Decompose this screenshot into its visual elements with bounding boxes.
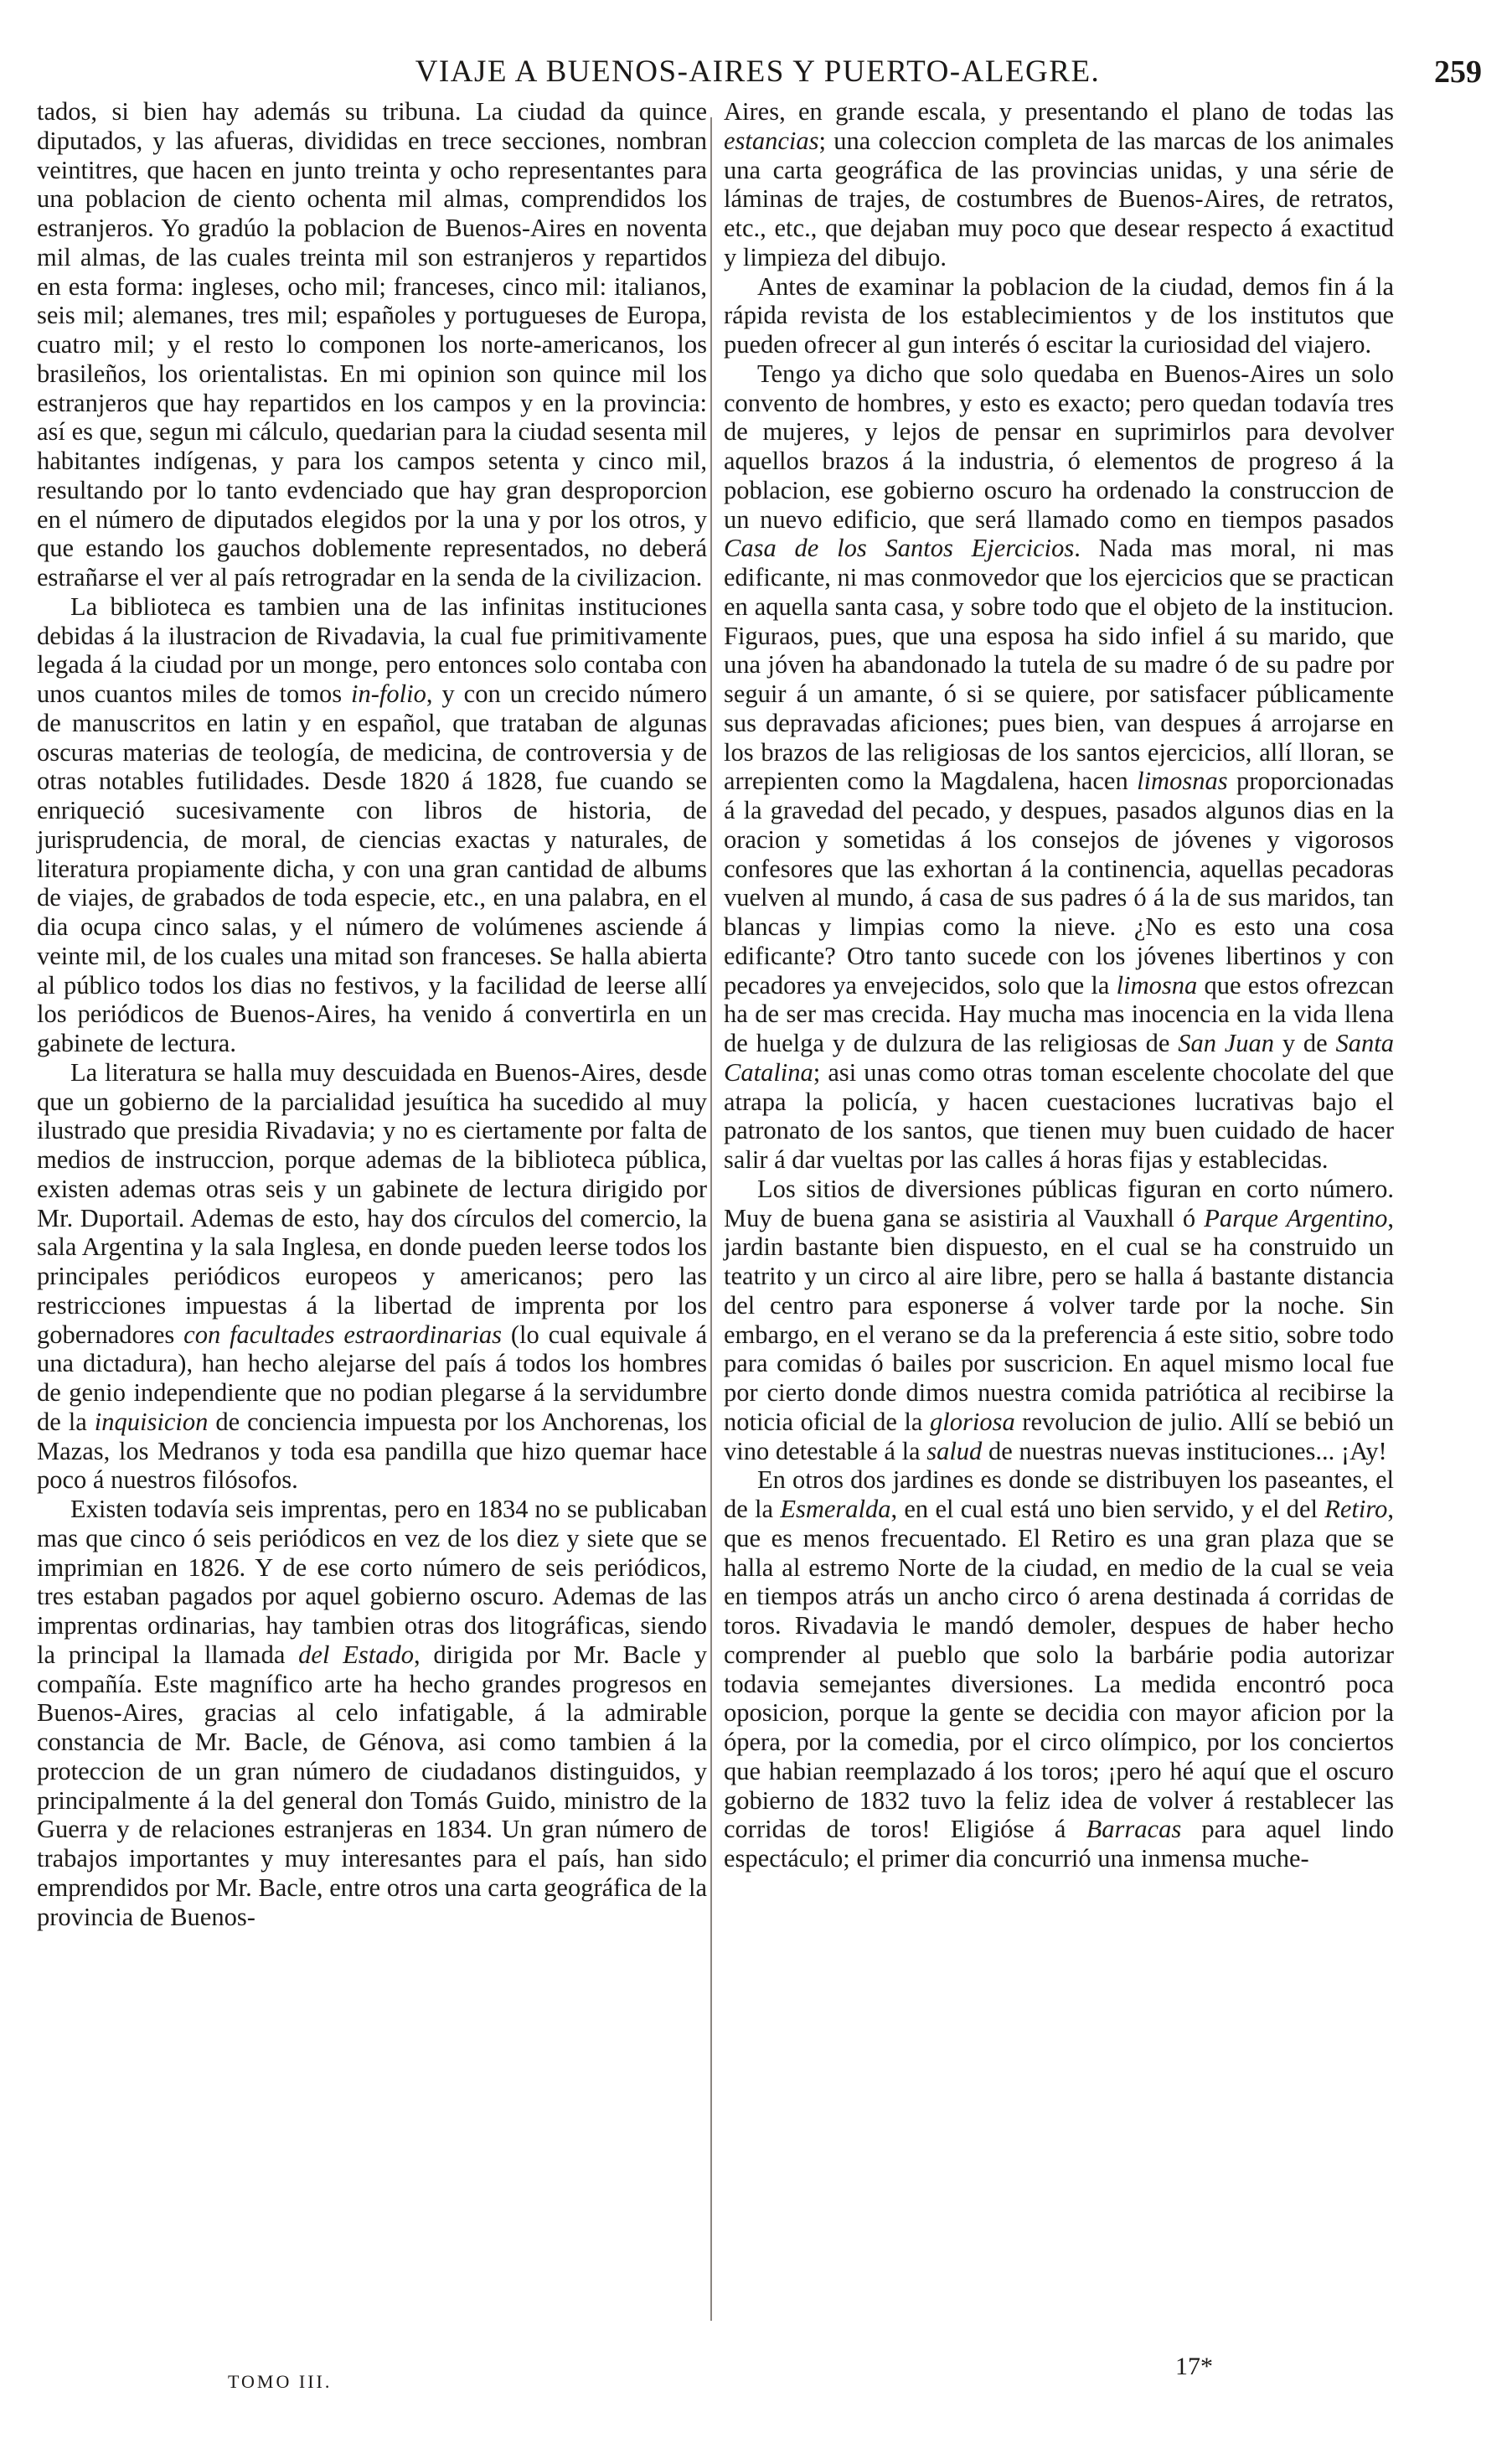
text-run: La literatura se halla muy descuidada en Buenos-Aires, desde que un gobierno de la parcialidad jesuítica ha sucedido al muy ilustrado que presidia Rivadavia; y no es ciertamente por falta de medios de instruccion, porque ademas de la biblioteca pública, existen ademas otras seis y un gabinete de lectura dirigido por Mr. Duportail. Ademas de esto, hay dos círculos del comercio, la sala Argentina y la sala Inglesa, en donde pueden leerse todos los principales periódicos europeos y americanos; pero las restricciones impuestas á la libertad de imprenta por los gobernadores <box>37 1057 707 1349</box>
italic-run: Barracas <box>1086 1815 1182 1844</box>
text-run: Antes de examinar la poblacion de la ciudad, demos fin á la rápida revista de los establecimientos y de los institutos que pueden ofrecer al gun interés ó escitar la curiosidad del viajero. <box>724 271 1394 359</box>
text-run: tados, si bien hay además su tribuna. La ciudad da quince diputados, y las afueras, divididas en trece secciones, nombran veintitres, que hacen en junto treinta y ocho representantes para una poblacion de ciento ochenta mil almas, comprendidos los estranjeros. Yo gradúo la poblacion de Buenos-Aires en noventa mil almas, de las cuales treinta mil son estranjeros y repartidos en esta forma: ingleses, ocho mil; franceses, cinco mil: italianos, seis mil; alemanes, tres mil; españoles y portugueses de Europa, cuatro mil; y el resto lo componen los norte-americanos, los brasileños, los orientalistas. En mi opinion son quince mil los estranjeros que hay repartidos en los campos y en la provincia: así es que, segun mi cálculo, quedarian para la ciudad sesenta mil habitantes indígenas, y para los campos setenta y cinco mil, resultando por lo tanto evdenciado que hay gran desproporcion en el número de diputados elegidos por la una y por los otros, y que estando los gauchos doblemente representados, no deberá estrañarse el ver al país retrogradar en la senda de la civilizacion. <box>37 97 707 592</box>
italic-run: salud <box>926 1436 983 1465</box>
page-header <box>34 54 1482 101</box>
text-run: que estos ofrezcan ha de ser mas crecida. Hay mucha mas inocencia en la vida llena de huelga y de dulzura de las religiosas de <box>724 970 1394 1057</box>
text-run: Tengo ya dicho que solo quedaba en Buenos-Aires un solo convento de hombres, y esto es exacto; pero quedan todavía tres de mujeres, y lejos de pensar en suprimirlos para devolver aquellos brazos á la industria, ó elementos de progreso á la poblacion, ese gobierno oscuro ha ordenado la construccion de un nuevo edificio, que será llamado como en tiempos pasados <box>724 359 1394 534</box>
paragraph <box>724 359 1394 1175</box>
text-run: proporcionadas á la gravedad del pecado, y despues, pasados algunos dias en la oracion y sometidas á los consejos de jóvenes y vigorosos confesores que las exhortan á la continencia, aquellas pecadoras vuelven al mundo, á casa de sus padres ó á la de sus maridos, tan blancas y limpias como la nieve. ¿No es esto una cosa edificante? Otro tanto sucede con los jóvenes libertinos y con pecadores ya envejecidos, solo que la <box>724 767 1394 1000</box>
italic-run: Parque Argentino <box>1204 1203 1388 1232</box>
text-run: , en el cual está uno bien servido, y el del <box>890 1495 1325 1523</box>
italic-run: in-folio <box>351 679 426 708</box>
paragraph <box>724 1175 1394 1466</box>
italic-run: estancias <box>724 126 819 155</box>
signature-mark: 17* <box>1175 2353 1213 2380</box>
paragraph <box>37 97 707 592</box>
column-rule <box>710 117 712 2321</box>
text-run: , que es menos frecuentado. El Retiro es una gran plaza que se halla al estremo Norte de la ciudad, en medio de la cual se veia en tiempos atrás un ancho circo ó arena destinada á corridas de toros. Rivadavia le mandó demoler, despues de haber hecho comprender al pueblo que solo la barbárie podia autorizar todavia semejantes diversiones. La medida encontró poca oposicion, porque la gente se decidia con mayor aficion por la ópera, por la comedia, por el circo olímpico, por los conciertos que habian reemplazado á los toros; ¡pero hé aquí que el oscuro gobierno de 1832 tuvo la feliz idea de volver á restablecer las corridas de toros! Eligióse á <box>724 1495 1394 1844</box>
italic-run: Santa Catalina <box>724 1029 1394 1087</box>
right-column <box>724 97 1394 1873</box>
italic-run: con facultades estraordinarias <box>183 1320 502 1349</box>
italic-run: Casa de los Santos Ejercicios <box>724 534 1075 563</box>
text-run: (lo cual equivale á una dictadura), han hecho alejarse del país á todos los hombres de genio independiente que no podian plegarse á la servidumbre de la <box>37 1320 708 1436</box>
text-run: , dirigida por Mr. Bacle y compañía. Este magnífico arte ha hecho grandes progresos en Buenos-Aires, gracias al celo infatigable, á la admirable constancia de Mr. Bacle, de Génova, asi como tambien á la proteccion de un gran número de ciudadanos distinguidos, y principalmente á la del general don Tomás Guido, ministro de la Guerra y de relaciones estranjeras en 1834. Un gran número de trabajos importantes y muy interesantes para el país, han sido emprendidos por Mr. Bacle, entre otros una carta geográfica de la provincia de Buenos- <box>37 1640 707 1931</box>
text-run: , y con un crecido número de manuscritos en latin y en español, que trataban de algunas oscuras materias de teología, de medicina, de controversia y de otras notables futilidades. Desde 1820 á 1828, fue cuando se enriqueció sucesivamente con libros de historia, de jurisprudencia, de moral, de ciencias exactas y naturales, de literatura propiamente dicha, y con una gran cantidad de albums de viajes, de grabados de toda especie, etc., en una palabra, en el dia ocupa cinco salas, y el número de volúmenes asciende á veinte mil, de los cuales una mitad son franceses. Se halla abierta al público todos los dias no festivos, y la facilidad de leerse allí los periódicos de Buenos-Aires, ha venido á convertirla en un gabinete de lectura. <box>37 679 707 1057</box>
paragraph <box>724 97 1394 272</box>
page-number: 259 <box>1434 54 1482 90</box>
paragraph <box>37 1058 707 1495</box>
text-run: de conciencia impuesta por los Anchorenas, los Mazas, los Medranos y toda esa pandilla que hizo quemar hace poco á nuestros filósofos. <box>37 1407 707 1495</box>
text-run: revolucion de julio. Allí se bebió un vino detestable á la <box>724 1407 1394 1465</box>
text-run: , jardin bastante bien dispuesto, en el cual se ha construido un teatrito y un circo al aire libre, pero se halla á bastante distancia del centro para esponerse á volver tarde por la noche. Sin embargo, en el verano se da la preferencia á este sitio, sobre todo para comidas ó bailes por suscricion. En aquel mismo local fue por cierto donde dimos nuestra comida patriótica al recibirse la noticia oficial de la <box>724 1203 1394 1436</box>
text-run: En otros dos jardines es donde se distribuyen los paseantes, el de la <box>724 1465 1394 1523</box>
italic-run: Retiro <box>1324 1495 1388 1523</box>
volume-label: TOMO III. <box>228 2371 333 2392</box>
text-run: Existen todavía seis imprentas, pero en 1834 no se publicaban mas que cinco ó seis periódicos en vez de los diez y siete que se imprimian en 1826. Y de ese corto número de seis periódicos, tres estaban pagados por aquel gobierno oscuro. Ademas de las imprentas ordinarias, hay tambien otras dos litográficas, siendo la principal la llamada <box>37 1495 707 1669</box>
italic-run: limosna <box>1116 970 1198 1000</box>
text-run: ; una coleccion completa de las marcas de los animales una carta geográfica de las provincias unidas, y una série de láminas de trajes, de costumbres de Buenos-Aires, de retratos, etc., etc., que dejaban muy poco que desear respecto á exactitud y limpieza del dibujo. <box>724 126 1394 271</box>
text-run: La biblioteca es tambien una de las infinitas instituciones debidas á la ilustracion de Rivadavia, la cual fue primitivamente legada á la ciudad por un monge, pero entonces solo contaba con unos cuantos miles de tomos <box>37 592 707 708</box>
paragraph <box>724 1465 1394 1873</box>
running-title: VIAJE A BUENOS-AIRES Y PUERTO-ALEGRE. <box>415 54 1101 89</box>
text-run: Los sitios de diversiones públicas figuran en corto número. Muy de buena gana se asistiria al Vauxhall ó <box>724 1174 1394 1232</box>
italic-run: limosnas <box>1137 767 1228 796</box>
text-run: y de <box>1274 1029 1336 1057</box>
text-run: . Nada mas moral, ni mas edificante, ni mas conmovedor que los ejercicios que se practican en aquella santa casa, y sobre todo que el objeto de la institucion. Figuraos, pues, que una esposa ha sido infiel á su marido, que una jóven ha abandonado la tutela de su madre ó de su padre por seguir á un amante, ó si se quiere, por satisfacer públicamente sus depravadas aficiones; pues bien, van despues á arrojarse en los brazos de las religiosas de los santos ejercicios, allí lloran, se arrepienten como la Magdalena, hacen <box>724 534 1394 796</box>
italic-run: del Estado <box>298 1640 414 1669</box>
italic-run: San Juan <box>1178 1029 1275 1057</box>
text-run: ; asi unas como otras toman escelente chocolate del que atrapa la policía, y hacen cuestaciones lucrativas bajo el patronato de los santos, que tienen muy buen cuidado de hacer salir á dar vueltas por las calles á horas fijas y establecidas. <box>724 1057 1394 1174</box>
text-run: para aquel lindo espectáculo; el primer dia concurrió una inmensa muche- <box>724 1815 1395 1873</box>
italic-run: inquisicion <box>94 1407 209 1436</box>
left-column <box>37 97 707 1931</box>
paragraph <box>37 592 707 1058</box>
text-run: de nuestras nuevas instituciones... ¡Ay! <box>982 1436 1387 1465</box>
text-run: Aires, en grande escala, y presentando el plano de todas las <box>724 97 1394 126</box>
paragraph <box>37 1495 707 1931</box>
italic-run: gloriosa <box>930 1407 1015 1436</box>
paragraph <box>724 272 1394 359</box>
italic-run: Esmeralda <box>780 1495 891 1523</box>
